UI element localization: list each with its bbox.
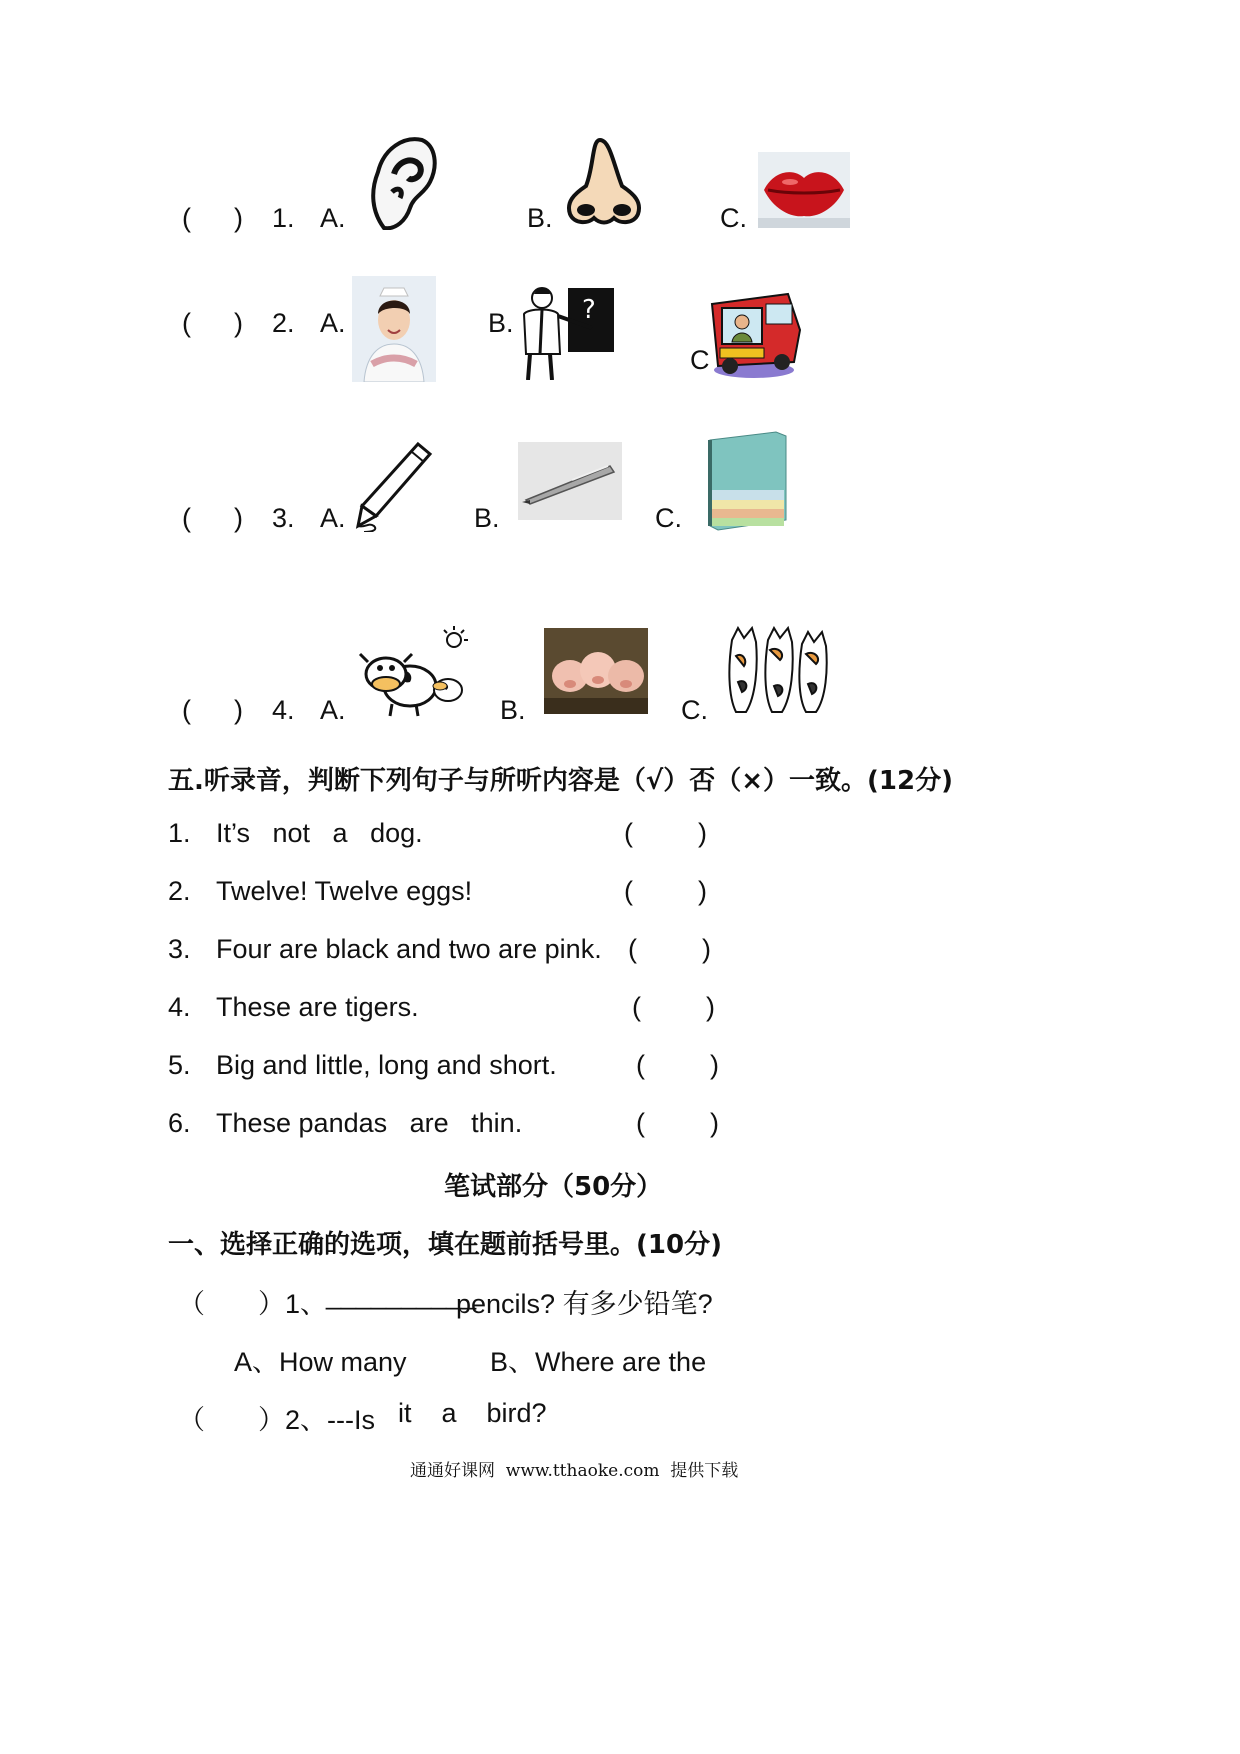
sentence-text: It’s not a dog.: [216, 818, 423, 848]
answer-paren-open: (: [632, 992, 641, 1022]
answer-paren-close: ): [234, 503, 243, 533]
answer-paren-close: ): [234, 308, 243, 338]
question-number: 2.: [272, 308, 295, 338]
answer-paren-open: (: [182, 308, 191, 338]
answer-paren-open: （: [178, 1405, 205, 1435]
answer-paren-close: ): [234, 203, 243, 233]
option-c-label: C.: [720, 203, 747, 233]
answer-paren-open: （: [178, 1289, 205, 1319]
sentence-text: These pandas are thin.: [216, 1108, 523, 1138]
option-a: A、How many: [234, 1347, 407, 1377]
answer-paren-open: (: [628, 934, 637, 964]
written-part-heading: 笔试部分（50分）: [444, 1172, 663, 1202]
option-b-label: B.: [474, 503, 500, 533]
option-c-label: C.: [681, 695, 708, 725]
nurse-picture: [352, 276, 436, 382]
option-c-label: C.: [655, 503, 682, 533]
sentence-number: 6.: [168, 1108, 191, 1138]
question-number: 1.: [272, 203, 295, 233]
mouth-picture: [758, 152, 850, 228]
option-a-label: A.: [320, 308, 346, 338]
pigs-picture: [544, 628, 648, 714]
sentence-number: 5.: [168, 1050, 191, 1080]
svg-text:?: ?: [582, 295, 596, 325]
sentence-text: These are tigers.: [216, 992, 419, 1022]
answer-paren-open: (: [182, 203, 191, 233]
answer-paren-open: (: [182, 503, 191, 533]
sentence-number: 4.: [168, 992, 191, 1022]
sentence-number: 1.: [168, 818, 191, 848]
option-b-label: B.: [488, 308, 514, 338]
question-number: 4.: [272, 695, 295, 725]
sentence-text: Big and little, long and short.: [216, 1050, 557, 1080]
pen-picture: [518, 442, 622, 520]
answer-paren-open: (: [636, 1108, 645, 1138]
page-footer: 通通好课网 www.tthaoke.com 提供下载: [410, 1461, 739, 1481]
fill-in-blank: __________: [326, 1280, 477, 1310]
question-number: ）2、---Is: [258, 1405, 375, 1435]
written-section-1-title: 一、选择正确的选项，填在题前括号里。(10分): [168, 1230, 722, 1260]
option-c-label: C: [690, 345, 710, 375]
sentence-number: 3.: [168, 934, 191, 964]
answer-paren-close: ): [702, 934, 711, 964]
question-number: ）1、: [258, 1289, 328, 1319]
question-number: 3.: [272, 503, 295, 533]
answer-paren-open: (: [182, 695, 191, 725]
option-a-label: A.: [320, 503, 346, 533]
question-text: it a bird?: [398, 1398, 547, 1428]
bus-driver-picture: [704, 290, 804, 382]
sentence-text: Four are black and two are pink.: [216, 934, 602, 964]
section-5-title: 五.听录音，判断下列句子与所听内容是（√）否（×）一致。(12分): [168, 766, 953, 796]
answer-paren-close: ): [710, 1108, 719, 1138]
answer-paren-close: ): [698, 818, 707, 848]
option-a-label: A.: [320, 203, 346, 233]
teacher-picture: [518, 284, 622, 380]
sentence-number: 2.: [168, 876, 191, 906]
option-b-label: B.: [500, 695, 526, 725]
question-text: pencils? 有多少铅笔?: [456, 1289, 713, 1319]
answer-paren-open: (: [624, 876, 633, 906]
answer-paren-close: ): [698, 876, 707, 906]
cows-picture: [356, 624, 472, 718]
option-b: B、Where are the: [490, 1347, 707, 1377]
answer-paren-close: ): [710, 1050, 719, 1080]
answer-paren-open: (: [636, 1050, 645, 1080]
ear-picture: [364, 132, 438, 230]
sentence-text: Twelve! Twelve eggs!: [216, 876, 473, 906]
answer-paren-open: (: [624, 818, 633, 848]
option-a-label: A.: [320, 695, 346, 725]
cats-picture: [726, 626, 838, 716]
answer-paren-close: ): [706, 992, 715, 1022]
answer-paren-close: ): [234, 695, 243, 725]
book-picture: [706, 430, 790, 534]
option-b-label: B.: [527, 203, 553, 233]
pencil-picture: [354, 440, 434, 532]
nose-picture: [564, 136, 644, 228]
